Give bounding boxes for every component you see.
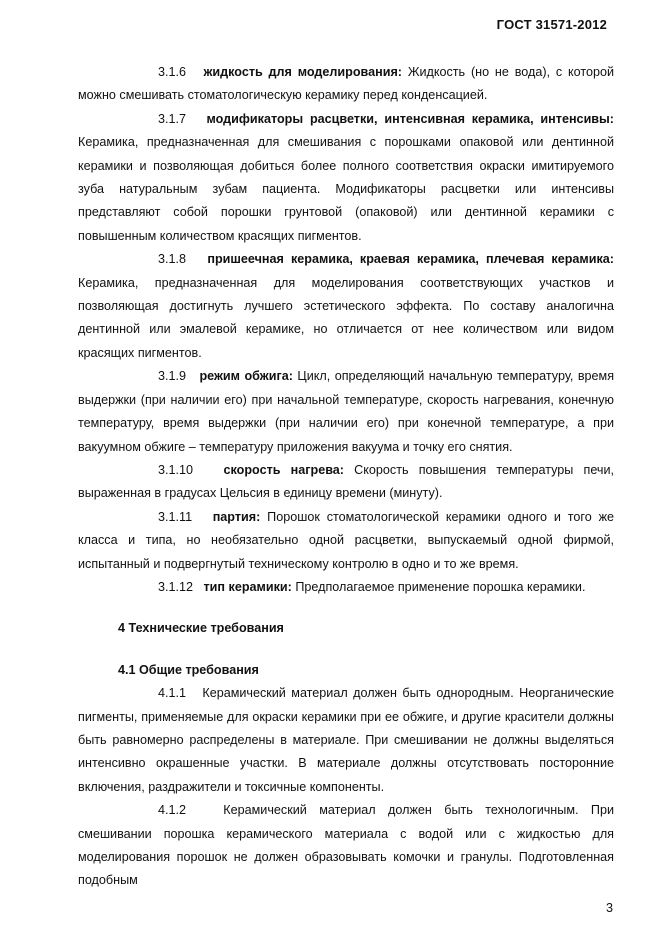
term: партия: (212, 509, 261, 524)
requirement-text: Керамический материал должен быть технологичным. При смешивании порошка керамического материала с водой или с жидкостью для моделирования порошок не должен образовывать комочки и гранулы. Подготовленная подобным (78, 803, 614, 888)
requirement-4-1-2 (78, 799, 614, 893)
page-number: 3 (605, 901, 613, 915)
clause-number: 3.1.6 (158, 65, 187, 79)
definition-text: Керамика, предназначенная для смешивания с порошками опаковой или дентинной керамики и позволяющая добиться более полного соответствия окраски имитируемого зуба натуральным зубам пациента. Модификаторы расцветки или интенсивы представляют собой порошки грунтовой (опаковой) или дентинной керамики с повышенным количеством красящих пигментов. (78, 135, 614, 243)
document-body (78, 61, 614, 893)
term: режим обжига: (199, 369, 293, 384)
clause-number: 4.1.1 (158, 686, 187, 701)
clause-number: 3.1.10 (158, 462, 194, 477)
term: пришеечная керамика, краевая керамика, плечевая керамика: (207, 252, 614, 267)
clause-number: 3.1.7 (158, 111, 187, 126)
definition-text: Скорость повышения температуры печи, выраженная в градусах Цельсия в единицу времени (минуту). (78, 462, 615, 501)
definition-text: Предполагаемое применение порошка керамики. (295, 579, 586, 594)
definition-3-1-11 (78, 506, 614, 576)
definition-3-1-9 (78, 365, 614, 459)
definition-3-1-10 (78, 459, 614, 506)
definition-text: Цикл, определяющий начальную температуру, время выдержки (при наличии его) при начальной температуре, скорость нагревания, конечную температуру, время выдержки (при наличии его) при конечной температуре, а при вакуумном обжиге – температуру приложения вакуума и точку его снятия. (78, 369, 615, 454)
requirement-4-1-1 (78, 682, 614, 799)
term: тип керамики: (203, 579, 292, 594)
definition-3-1-8 (78, 248, 614, 365)
clause-number: 3.1.8 (158, 252, 187, 267)
definition-text: Керамика, предназначенная для моделирования соответствующих участков и позволяющая достигнуть лучшего эстетического эффекта. По составу аналогична дентинной или эмалевой керамике, но отличается от нее количеством или видом красящих пигментов. (78, 275, 614, 360)
standard-header: ГОСТ 31571-2012 (496, 17, 607, 32)
definition-3-1-6 (78, 61, 614, 108)
definition-text: Жидкость (но не вода), с которой можно смешивать стоматологическую керамику перед конденсацией. (78, 65, 615, 103)
requirement-text: Керамический материал должен быть однородным. Неорганические пигменты, применяемые для окраски керамики при ее обжиге, и другие красители должны быть равномерно распределены в материале. При смешивании не должны выделяться интенсивно окрашенные участки. В материале должны отсутствовать посторонние включения, раздражители и токсичные компоненты. (78, 686, 614, 794)
clause-number: 3.1.9 (158, 369, 187, 384)
definition-text: Порошок стоматологической керамики одного и того же класса и типа, но необязательно одной расцветки, выпускаемый одной фирмой, испытанный и подвергнутый техническому контролю в одно и то же время. (78, 509, 615, 571)
clause-number: 3.1.11 (158, 509, 193, 524)
term: модификаторы расцветки, интенсивная керамика, интенсивы: (206, 111, 614, 126)
term: скорость нагрева: (223, 462, 344, 477)
section-heading: 4 Технические требования (118, 621, 284, 636)
subsection-heading: 4.1 Общие требования (118, 662, 259, 677)
clause-number: 3.1.12 (158, 579, 194, 594)
definition-3-1-12 (78, 576, 614, 599)
term: жидкость для моделирования: (203, 65, 402, 79)
clause-number: 4.1.2 (158, 803, 187, 818)
definition-3-1-7 (78, 108, 614, 248)
